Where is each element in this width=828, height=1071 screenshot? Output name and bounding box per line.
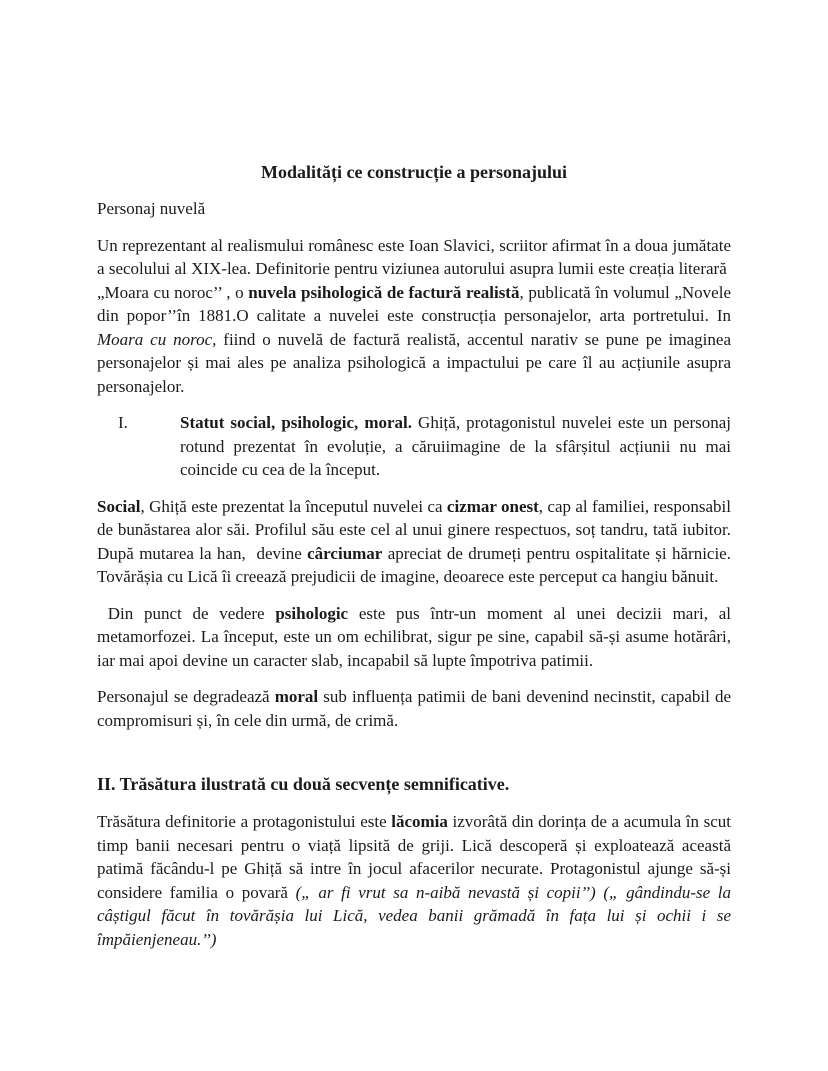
list-item-statut: [97, 411, 731, 482]
list-item-text: Statut social, psihologic, moral. Ghiță, protagonistul nuvelei este un personaj rotund prezentat în evoluție, a căruiimagine de la sfârșitul acțiunii nu mai coincide cu cea de la început.: [180, 413, 731, 479]
paragraph-moral: Personajul se degradează moral sub influența patimii de bani devenind necinstit, capabil de compromisuri și, în cele din urmă, de crimă.: [97, 687, 731, 730]
list-item-marker: I.: [118, 413, 128, 432]
paragraph-trasatura: Trăsătura definitorie a protagonistului este lăcomia izvorâtă din dorința de a acumula în scut timp banii necesari pentru o viață lipsită de griji. Lică descoperă și exploatează această patimă făcându-l pe Ghiță să intre în jocul afacerilor necurate. Protagonistul ajunge să-și considere familia o povară („ ar fi vrut sa n-aibă nevastă și copii’’) („ gândindu-se la câștigul făcut în tovărășia lui Lică, vedea banii grămadă în fața lui și ochii i se împăienjeneau.’’): [97, 812, 732, 949]
paragraph-social: Social, Ghiță este prezentat la începutul nuvelei ca cizmar onest, cap al familiei, responsabil de bunăstarea alor săi. Profilul său este cel al unui ginere respectuos, soț tandru, tată iubitor. După mutarea la han, devine cârciumar apreciat de drumeți pentru ospitalitate și hărnicie. Tovărășia cu Lică îi creează prejudicii de imagine, deoarece este perceput ca hangiu bănuit.: [97, 496, 731, 586]
section-heading-2: II. Trăsătura ilustrată cu două secvențe semnificative.: [97, 774, 510, 794]
document-subtitle: Personaj nuvelă: [97, 199, 206, 218]
document-content: [97, 160, 731, 964]
paragraph-psihologic: Din punct de vedere psihologic este pus într-un moment al unei decizii mari, al metamorfozei. La început, este un om echilibrat, sigur pe sine, capabil să-și asume hotărâri, iar mai apoi devine un caracter slab, incapabil să lupte împotriva patimii.: [97, 603, 731, 670]
document-title: Modalități ce construcție a personajului: [261, 162, 567, 182]
paragraph-intro: Un reprezentant al realismului românesc este Ioan Slavici, scriitor afirmat în a doua jumătate a secolului al XIX-lea. Definitorie pentru viziunea autorului asupra lumii este creația literară „Moara cu noroc’’ , o nuvela psihologică de factură realistă, publicată în volumul „Novele din popor’’în 1881.O calitate a nuvelei este construcția personajelor, arta portretului. In Moara cu noroc, fiind o nuvelă de factură realistă, accentul narativ se pune pe imaginea personajelor și mai ales pe analiza psihologică a impactului pe care îl au acțiunile asupra personajelor.: [97, 235, 731, 396]
